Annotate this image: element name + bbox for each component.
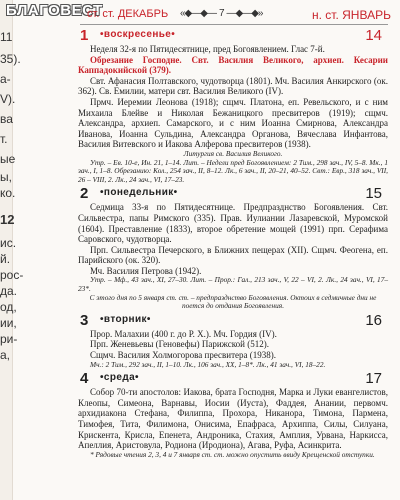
day-of-week: •понедельник• [100,187,178,199]
header-new-style-month: н. ст. ЯНВАРЬ [312,8,391,22]
day-text: Прмч. Иеремии Леонова (1918); сщмч. Платона, еп. Ревельского, и с ним Михаила Блейве и Николая Бежаницкого пресвитеров (1919); сщмч. Александра, архиеп. Самарского, и с ним Иоанна Смирнова, Александра Иванова, Иоанна Сульдина, Александра Органова, Вячеслава Инфантова, Василия Витевского и Иакова Алферова пресвитеров (1938). [78,96,388,150]
margin-text: а- [0,72,11,86]
day-header [78,186,388,202]
margin-text: ва [0,112,13,126]
margin-text: ри- [0,332,18,346]
readings: Утр. – Ев. 10-е, Ин. 21, 1–14. Лит. – Недели пред Богоявлением: 2 Тим., 298 зач., IV, 5–8. Мк., 1 зач., I, 1–8. Обрезанию: Кол., 254 зач., II, 8–12. Лк., 6 зач., II, 20–21, 40–52. Свт.: Евр., 318 зач., VII, 26 – VIII, 2. Лк., 24 зач., VI, 17–23. [78,157,388,184]
day-number-new: 17 [365,370,382,388]
margin-text: ко. [0,186,16,200]
margin-text: ис. [0,236,17,250]
header-old-style-month: ст. ст. ДЕКАБРЬ [87,8,169,20]
day-number-new: 14 [365,27,382,44]
day-header [78,371,388,387]
ornament-right-icon: —◆—◆» [226,8,263,19]
day-text: Прп. Сильвестра Печерского, в Ближних пещерах (XII). Сщмч. Феогена, еп. Парийского (ок. 320). [78,244,388,266]
day-of-week: •вторник• [100,313,151,325]
day-text: Собор 70-ти апостолов: Иакова, брата Господня, Марка и Луки евангелистов, Клеопы, Симеона, Варнавы, Иосии (Иуста), Фаддея, Анании, первомч. архидиакона Стефана, Филиппа, Прохора, Никанора, Тимона, Пармена, Тимофея, Тита, Филимона, Онисима, Епафраса, Архиппа, Силы, Силуана, Крискента, Крисла, Епенета, Андроника, Стахия, Амплия, Урвана, Наркисса, Апеллия, Аристовула, Родиона (Иродиона), Агава, Руфа, Асинкрита. [78,387,388,451]
day-number-old: 2 [80,185,89,203]
readings: Утр. – Мф., 43 зач., XI, 27–30. Лит. – Прор.: Гал., 213 зач., V, 22 – VI, 2. Лк., 24 зач., VI, 17–23*. [78,275,388,294]
brand-watermark: БЛАГОВЕСТ [6,2,103,19]
day-number-old: 1 [80,27,89,44]
previous-page-margin [0,0,24,500]
margin-text: да. [0,284,18,298]
page-number: 7 [218,8,224,19]
margin-text: рос- [0,268,24,282]
day-text: Мч. Василия Петрова (1942). [90,265,202,276]
margin-text: ы, [0,170,12,184]
header-ornament [180,8,262,19]
day-text: Седмица 33-я по Пятидесятнице. Предпразднство Богоявления. Свт. Сильвестра, папы Римского (335). Прав. Иулиании Лазаревской, Муромской (1604). Преставление (1833), второе обретение мощей (1991) прп. Серафима Саровского, чудотворца. [78,202,388,245]
footnote: * Рядовые чтения 2, 3, 4 и 7 января ст. ст. можно опустить ввиду Крещенской отступки. [90,449,375,459]
day-of-week: •среда• [100,372,139,384]
feast-title: Обрезание Господне. Свт. Василия Великого, архиеп. Кесарии Каппадокийской (379). [78,54,388,76]
margin-text: й. [0,252,11,266]
readings: Мч.: 2 Тим., 292 зач., II, 1–10. Лк., 106 зач., XX, 1–8*. Лк., 41 зач., VI, 18–22. [90,359,326,369]
margin-text: V). [0,92,16,106]
note: С этого дня по 5 января ст. ст. – предпразднство Богоявления. Октоих в седмичные дни не поется до отдания Богоявления. [89,292,377,311]
margin-text: 12 [0,212,15,227]
day-header [78,28,388,44]
ornament-left-icon: «◆—◆— [180,8,216,19]
day-number-new: 15 [365,185,382,203]
margin-text: а, [0,348,11,362]
day-text: Свт. Афанасия Полтавского, чудотворца (1801). Мч. Василия Анкирского (ок. 362). Св. Емилии, матери свт. Василия Великого (IV). [78,75,388,97]
day-header [78,313,388,329]
day-number-old: 4 [80,370,89,388]
calendar-content [78,26,388,459]
day-text: Неделя 32-я по Пятидесятнице, пред Богоявлением. Глас 7-й. [90,44,325,54]
margin-text: 11 [0,30,13,44]
margin-text: т. [0,132,8,146]
day-text: Прор. Малахии (400 г. до Р. Х.). Мч. Гордия (IV). [90,328,277,339]
day-text: Прп. Женевьевы (Геновефы) Парижской (512). [90,339,269,350]
margin-text: ии, [0,316,17,330]
day-number-old: 3 [80,311,89,329]
margin-text: 35). [0,52,21,66]
header-rule [80,24,388,25]
margin-text: од, [0,300,17,314]
day-of-week: •воскресенье• [100,29,176,40]
day-number-new: 16 [365,311,382,329]
liturgy-note: Литургия св. Василия Великого. [183,148,283,158]
day-text: Сщмч. Василия Холмогорова пресвитера (1938). [90,350,277,361]
margin-text: ые [0,152,16,166]
